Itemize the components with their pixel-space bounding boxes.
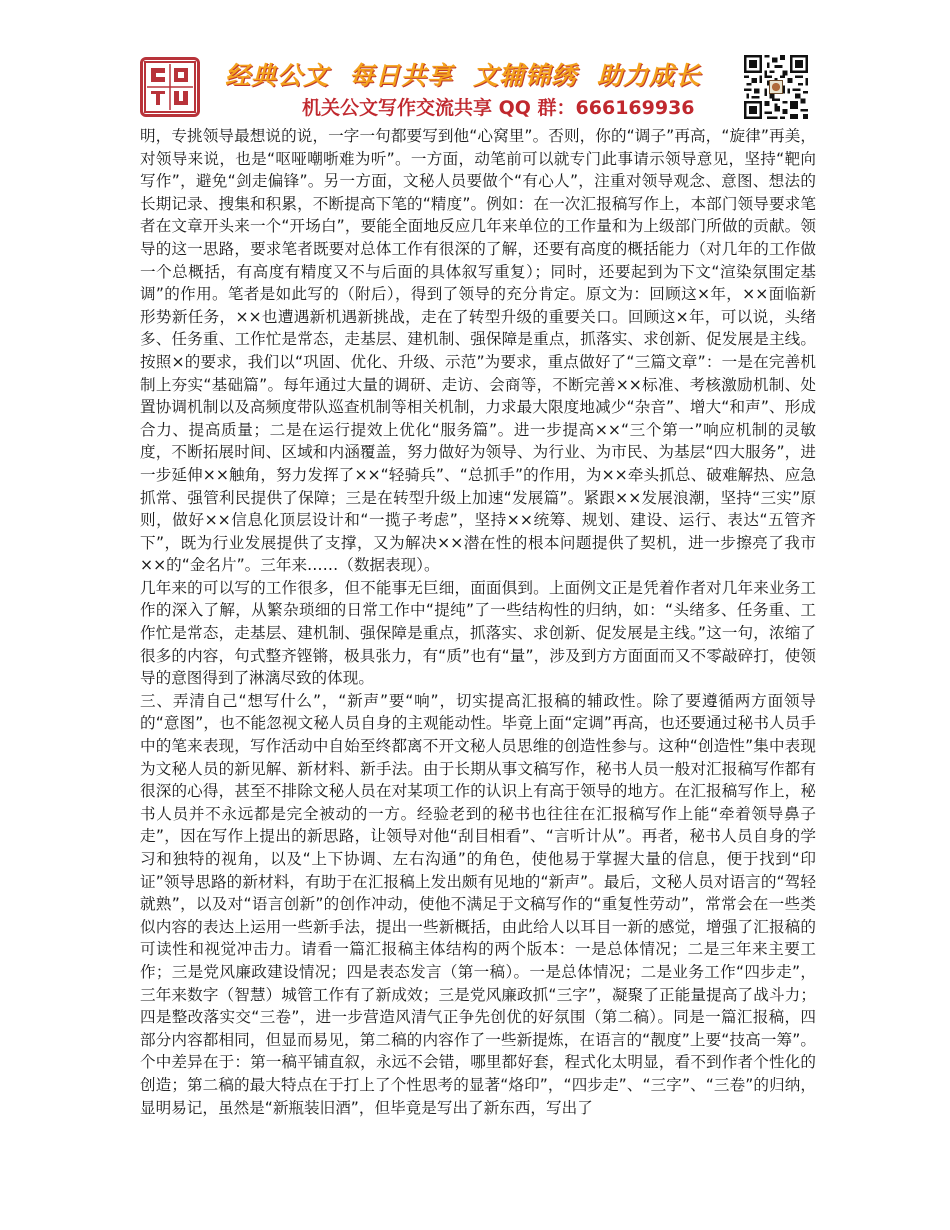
qr-code[interactable] <box>744 55 808 119</box>
slogan-part-1: 经典公文 <box>225 61 330 90</box>
qr-code-icon <box>744 55 808 119</box>
slogan <box>225 57 765 91</box>
header-banner <box>140 55 812 123</box>
qq-group-line: 机关公文写作交流共享 QQ 群：666169936 <box>302 96 695 119</box>
paragraph-1: 明，专挑领导最想说的说，一字一句都要写到他“心窝里”。否则，你的“调子”再高，“旋律”再美，对领导来说，也是“呕哑嘲哳难为听”。一方面，动笔前可以就专门此事请示领导意见，坚持“靶向写作”，避免“剑走偏锋”。另一方面，文秘人员要做个“有心人”，注重对领导观念、意图、想法的长期记录、搜集和积累，不断提高下笔的“精度”。例如：在一次汇报稿写作上，本部门领导要求笔者在文章开头来一个“开场白”，要能全面地反应几年来单位的工作量和为上级部门所做的贡献。领导的这一思路，要求笔者既要对总体工作有很深的了解，还要有高度的概括能力（对几年的工作做一个总概括，有高度有精度又不与后面的具体叙写重复）；同时，还要起到为下文“渲染氛围定基调”的作用。笔者是如此写的（附后），得到了领导的充分肯定。原文为：回顾这×年，××面临新形势新任务，××也遭遇新机遇新挑战，走在了转型升级的重要关口。回顾这×年，可以说，头绪多、任务重、工作忙是常态，走基层、建机制、强保障是重点，抓落实、求创新、促发展是主线。按照×的要求，我们以“巩固、优化、升级、示范”为要求，重点做好了“三篇文章”：一是在完善机制上夯实“基础篇”。每年通过大量的调研、走访、会商等，不断完善××标准、考核激励机制、处置协调机制以及高频度带队巡查机制等相关机制，力求最大限度地减少“杂音”、增大“和声”、形成合力、提高质量；二是在运行提效上优化“服务篇”。进一步提高××“三个第一”响应机制的灵敏度，不断拓展时间、区域和内涵覆盖，努力做好为领导、为行业、为市民、为基层“四大服务”，进一步延伸××触角，努力发挥了××“轻骑兵”、“总抓手”的作用，为××牵头抓总、破难解热、应急抓常、强管利民提供了保障；三是在转型升级上加速“发展篇”。紧跟××发展浪潮，坚持“三实”原则，做好××信息化顶层设计和“一揽子考虑”，坚持××统筹、规划、建设、运行、表达“五管齐下”，既为行业发展提供了支撑，又为解决××潜在性的根本问题提供了契机，进一步擦亮了我市××的“金名片”。三年来……（数据表现）。 <box>140 127 816 575</box>
slogan-part-3: 文辅锦绣 <box>473 61 578 90</box>
seal-logo-icon <box>143 60 197 114</box>
paragraph-2: 几年来的可以写的工作很多，但不能事无巨细，面面俱到。上面例文正是凭着作者对几年来业务工作的深入了解，从繁杂琐细的日常工作中“提纯”了一些结构性的归纳，如：“头绪多、任务重、工作忙是常态，走基层、建机制、强保障是重点，抓落实、求创新、促发展是主线。”这一句，浓缩了很多的内容，句式整齐铿锵，极具张力，有“质”也有“量”，涉及到方方面面而又不零敲碎打，使领导的意图得到了淋漓尽致的体现。 <box>140 578 816 688</box>
seal-logo <box>140 57 200 117</box>
paragraph-3: 三、弄清自己“想写什么”，“新声”要“响”，切实提高汇报稿的辅政性。除了要遵循两方面领导的“意图”，也不能忽视文秘人员自身的主观能动性。毕竟上面“定调”再高，也还要通过秘书人员手中的笔来表现，写作活动中自始至终都离不开文秘人员思维的创造性参与。这种“创造性”集中表现为文秘人员的新见解、新材料、新手法。由于长期从事文稿写作，秘书人员一般对汇报稿写作都有很深的心得，甚至不排除文秘人员在对某项工作的认识上有高于领导的地方。在汇报稿写作上，秘书人员并不永远都是完全被动的一方。经验老到的秘书也往往在汇报稿写作上能“牵着领导鼻子走”，因在写作上提出的新思路，让领导对他“刮目相看”、“言听计从”。再者，秘书人员自身的学习和独特的视角，以及“上下协调、左右沟通”的角色，使他易于掌握大量的信息，便于找到“印证”领导思路的新材料，有助于在汇报稿上发出颇有见地的“新声”。最后，文秘人员对语言的“驾轻就熟”，以及对“语言创新”的创作冲动，使他不满足于文稿写作的“重复性劳动”，常常会在一些类似内容的表达上运用一些新手法，提出一些新概括，由此给人以耳目一新的感觉，增强了汇报稿的可读性和视觉冲击力。请看一篇汇报稿主体结构的两个版本：一是总体情况；二是三年来主要工作；三是党风廉政建设情况；四是表态发言（第一稿）。一是总体情况；二是业务工作“四步走”，三年来数字（智慧）城管工作有了新成效；三是党风廉政抓“三字”，凝聚了正能量提高了战斗力；四是整改落实交“三卷”，进一步营造风清气正争先创优的好氛围（第二稿）。同是一篇汇报稿，四部分内容都相同，但显而易见，第二稿的内容作了一些新提炼，在语言的“靓度”上要“技高一筹”。个中差异在于：第一稿平铺直叙，永远不会错，哪里都好套，程式化太明显，看不到作者个性化的创造；第二稿的最大特点在于打上了个性思考的显著“烙印”，“四步走”、“三字”、“三卷”的归纳，显明易记，虽然是“新瓶装旧酒”，但毕竟是写出了新东西，写出了 <box>140 691 816 1117</box>
slogan-part-2: 每日共享 <box>349 61 454 90</box>
document-body <box>140 125 816 1119</box>
slogan-part-4: 助力成长 <box>597 61 702 90</box>
